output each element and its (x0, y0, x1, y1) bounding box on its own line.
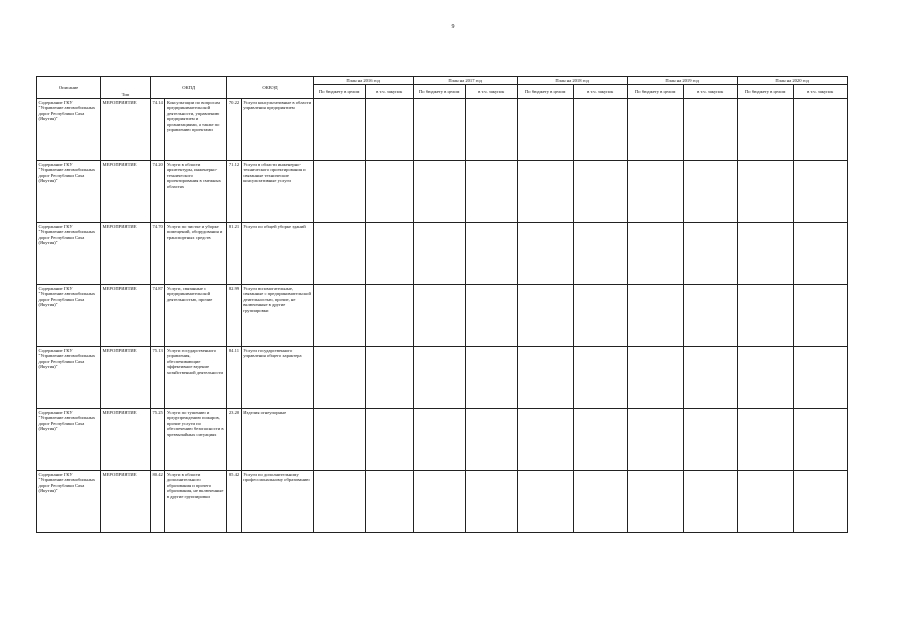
header-year-2017: План на 2017 год (413, 77, 517, 85)
header-2020-budget: По бюджету в целом (737, 85, 793, 99)
cell-okved-name: Услуги вспомогательные, связанные с предпринимательской деятельностью, прочие, не включенные в другие группировки (241, 285, 313, 347)
header-2018-budget: По бюджету в целом (517, 85, 573, 99)
header-2020-procurement: в т.ч. закупок (793, 85, 847, 99)
cell-okpd-name: Услуги в области дополнительного образования и прочего образования, не включенные в другие группировки (165, 471, 227, 533)
cell-type: МЕРОПРИЯТИЕ (101, 99, 151, 161)
cell-okpd-name: Услуги, связанные с предпринимательской деятельностью, прочие (165, 285, 227, 347)
cell-2018-budget (517, 409, 573, 471)
cell-2018-procurement (573, 161, 627, 223)
cell-2019-budget (627, 161, 683, 223)
cell-2018-budget (517, 99, 573, 161)
cell-okved-code: 71.12 (227, 161, 241, 223)
cell-okpd-name: Услуги по тушению и предупреждению пожаров, прочие услуги по обеспечению безопасности в чрезвычайных ситуациях (165, 409, 227, 471)
cell-2018-procurement (573, 223, 627, 285)
cell-2017-budget (413, 285, 465, 347)
cell-okved-code: 70.22 (227, 99, 241, 161)
cell-2019-procurement (683, 471, 737, 533)
cell-2016-procurement (365, 347, 413, 409)
cell-2020-budget (737, 347, 793, 409)
cell-2016-budget (313, 285, 365, 347)
cell-2020-procurement (793, 223, 847, 285)
header-2019-procurement: в т.ч. закупок (683, 85, 737, 99)
cell-2017-budget (413, 409, 465, 471)
cell-2017-procurement (465, 471, 517, 533)
cell-2016-budget (313, 99, 365, 161)
cell-okpd-name: Услуги в области архитектуры, инженерно-технического проектирования в смежных областях (165, 161, 227, 223)
cell-okpd-code: 80.42 (151, 471, 165, 533)
header-2019-budget: По бюджету в целом (627, 85, 683, 99)
table-row (37, 161, 848, 223)
cell-2016-procurement (365, 161, 413, 223)
cell-okpd-name: Услуги государственного управления, обеспечивающие эффективное ведение хозяйственной деятельности (165, 347, 227, 409)
cell-2019-budget (627, 347, 683, 409)
cell-2020-budget (737, 223, 793, 285)
cell-2018-procurement (573, 471, 627, 533)
table-row (37, 471, 848, 533)
cell-2018-procurement (573, 99, 627, 161)
cell-2018-budget (517, 347, 573, 409)
cell-okpd-name: Консультации по вопросам предпринимательской деятельности, управлению предприятием и организациями, а также по управлению проектами (165, 99, 227, 161)
cell-okpd-code: 75.25 (151, 409, 165, 471)
cell-2016-budget (313, 347, 365, 409)
cell-2019-budget (627, 471, 683, 533)
page-number: 9 (451, 24, 455, 30)
cell-2019-procurement (683, 99, 737, 161)
cell-2018-procurement (573, 347, 627, 409)
header-2016-budget: По бюджету в целом (313, 85, 365, 99)
cell-2020-procurement (793, 409, 847, 471)
cell-description: Содержание ГКУ "Управление автомобильных дорог Республики Саха (Якутия)" (37, 471, 101, 533)
cell-2016-budget (313, 161, 365, 223)
cell-okved-code: 81.21 (227, 223, 241, 285)
cell-2016-procurement (365, 285, 413, 347)
cell-description: Содержание ГКУ "Управление автомобильных дорог Республики Саха (Якутия)" (37, 223, 101, 285)
cell-2017-procurement (465, 347, 517, 409)
cell-2017-budget (413, 161, 465, 223)
header-description: Описание (37, 77, 101, 99)
cell-okved-code: 82.99 (227, 285, 241, 347)
cell-2017-procurement (465, 285, 517, 347)
cell-2017-procurement (465, 409, 517, 471)
table-row (37, 347, 848, 409)
cell-2020-procurement (793, 471, 847, 533)
header-year-2019: План на 2019 год (627, 77, 737, 85)
header-2018-procurement: в т.ч. закупок (573, 85, 627, 99)
cell-2019-procurement (683, 161, 737, 223)
cell-okpd-code: 74.87 (151, 285, 165, 347)
header-2017-budget: По бюджету в целом (413, 85, 465, 99)
cell-2016-procurement (365, 223, 413, 285)
table-row (37, 223, 848, 285)
header-2016-procurement: в т.ч. закупок (365, 85, 413, 99)
cell-2017-procurement (465, 161, 517, 223)
cell-okved-name: Услуги в области инженерно-технического проектирования и связанные технические консультативные услуги (241, 161, 313, 223)
cell-2020-budget (737, 285, 793, 347)
header-2017-procurement: в т.ч. закупок (465, 85, 517, 99)
cell-2020-budget (737, 161, 793, 223)
cell-okved-name: Услуги консультативные в области управления предприятием (241, 99, 313, 161)
cell-2018-procurement (573, 285, 627, 347)
cell-2017-procurement (465, 223, 517, 285)
cell-okpd-code: 74.20 (151, 161, 165, 223)
cell-description: Содержание ГКУ "Управление автомобильных дорог Республики Саха (Якутия)" (37, 409, 101, 471)
cell-2019-budget (627, 409, 683, 471)
cell-2016-procurement (365, 409, 413, 471)
table-body (37, 99, 848, 533)
cell-2019-procurement (683, 409, 737, 471)
cell-2019-procurement (683, 285, 737, 347)
header-year-2020: План на 2020 год (737, 77, 847, 85)
cell-description: Содержание ГКУ "Управление автомобильных дорог Республики Саха (Якутия)" (37, 347, 101, 409)
cell-2017-budget (413, 471, 465, 533)
cell-2016-procurement (365, 99, 413, 161)
cell-2016-procurement (365, 471, 413, 533)
cell-2020-budget (737, 409, 793, 471)
cell-2017-budget (413, 99, 465, 161)
table-row (37, 99, 848, 161)
cell-okved-name: Изделия огнеупорные (241, 409, 313, 471)
cell-2016-budget (313, 409, 365, 471)
cell-2020-procurement (793, 285, 847, 347)
cell-2019-budget (627, 285, 683, 347)
header-okpd: ОКПД (151, 77, 227, 99)
header-okved: ОКВЭД (227, 77, 313, 99)
cell-type: МЕРОПРИЯТИЕ (101, 347, 151, 409)
cell-description: Содержание ГКУ "Управление автомобильных дорог Республики Саха (Якутия)" (37, 161, 101, 223)
cell-description: Содержание ГКУ "Управление автомобильных дорог Республики Саха (Якутия)" (37, 285, 101, 347)
cell-type: МЕРОПРИЯТИЕ (101, 161, 151, 223)
cell-2020-procurement (793, 347, 847, 409)
cell-okved-code: 23.20 (227, 409, 241, 471)
cell-type: МЕРОПРИЯТИЕ (101, 409, 151, 471)
cell-okved-name: Услуги государственного управления общего характера (241, 347, 313, 409)
cell-type: МЕРОПРИЯТИЕ (101, 223, 151, 285)
cell-2016-budget (313, 471, 365, 533)
cell-2019-budget (627, 99, 683, 161)
header-type: Тип (101, 77, 151, 99)
table-row (37, 409, 848, 471)
cell-2020-budget (737, 471, 793, 533)
cell-2018-budget (517, 285, 573, 347)
cell-okved-name: Услуги по общей уборке зданий (241, 223, 313, 285)
cell-2017-procurement (465, 99, 517, 161)
header-year-2016: План на 2016 год (313, 77, 413, 85)
cell-type: МЕРОПРИЯТИЕ (101, 285, 151, 347)
cell-okpd-code: 74.14 (151, 99, 165, 161)
cell-2018-procurement (573, 409, 627, 471)
cell-2019-procurement (683, 223, 737, 285)
cell-2020-budget (737, 99, 793, 161)
cell-okpd-code: 75.13 (151, 347, 165, 409)
cell-okpd-name: Услуги по чистке и уборке помещений, оборудования и транспортных средств (165, 223, 227, 285)
table-row (37, 285, 848, 347)
cell-2016-budget (313, 223, 365, 285)
cell-2019-procurement (683, 347, 737, 409)
cell-type: МЕРОПРИЯТИЕ (101, 471, 151, 533)
cell-okved-name: Услуги по дополнительному профессиональному образованию (241, 471, 313, 533)
header-year-2018: План на 2018 год (517, 77, 627, 85)
cell-2017-budget (413, 347, 465, 409)
cell-2019-budget (627, 223, 683, 285)
cell-2017-budget (413, 223, 465, 285)
cell-description: Содержание ГКУ "Управление автомобильных дорог Республики Саха (Якутия)" (37, 99, 101, 161)
cell-okved-code: 85.42 (227, 471, 241, 533)
budget-plan-table (36, 76, 848, 533)
cell-2020-procurement (793, 161, 847, 223)
cell-2018-budget (517, 223, 573, 285)
cell-okpd-code: 74.70 (151, 223, 165, 285)
cell-2020-procurement (793, 99, 847, 161)
cell-2018-budget (517, 161, 573, 223)
cell-2018-budget (517, 471, 573, 533)
cell-okved-code: 84.11 (227, 347, 241, 409)
